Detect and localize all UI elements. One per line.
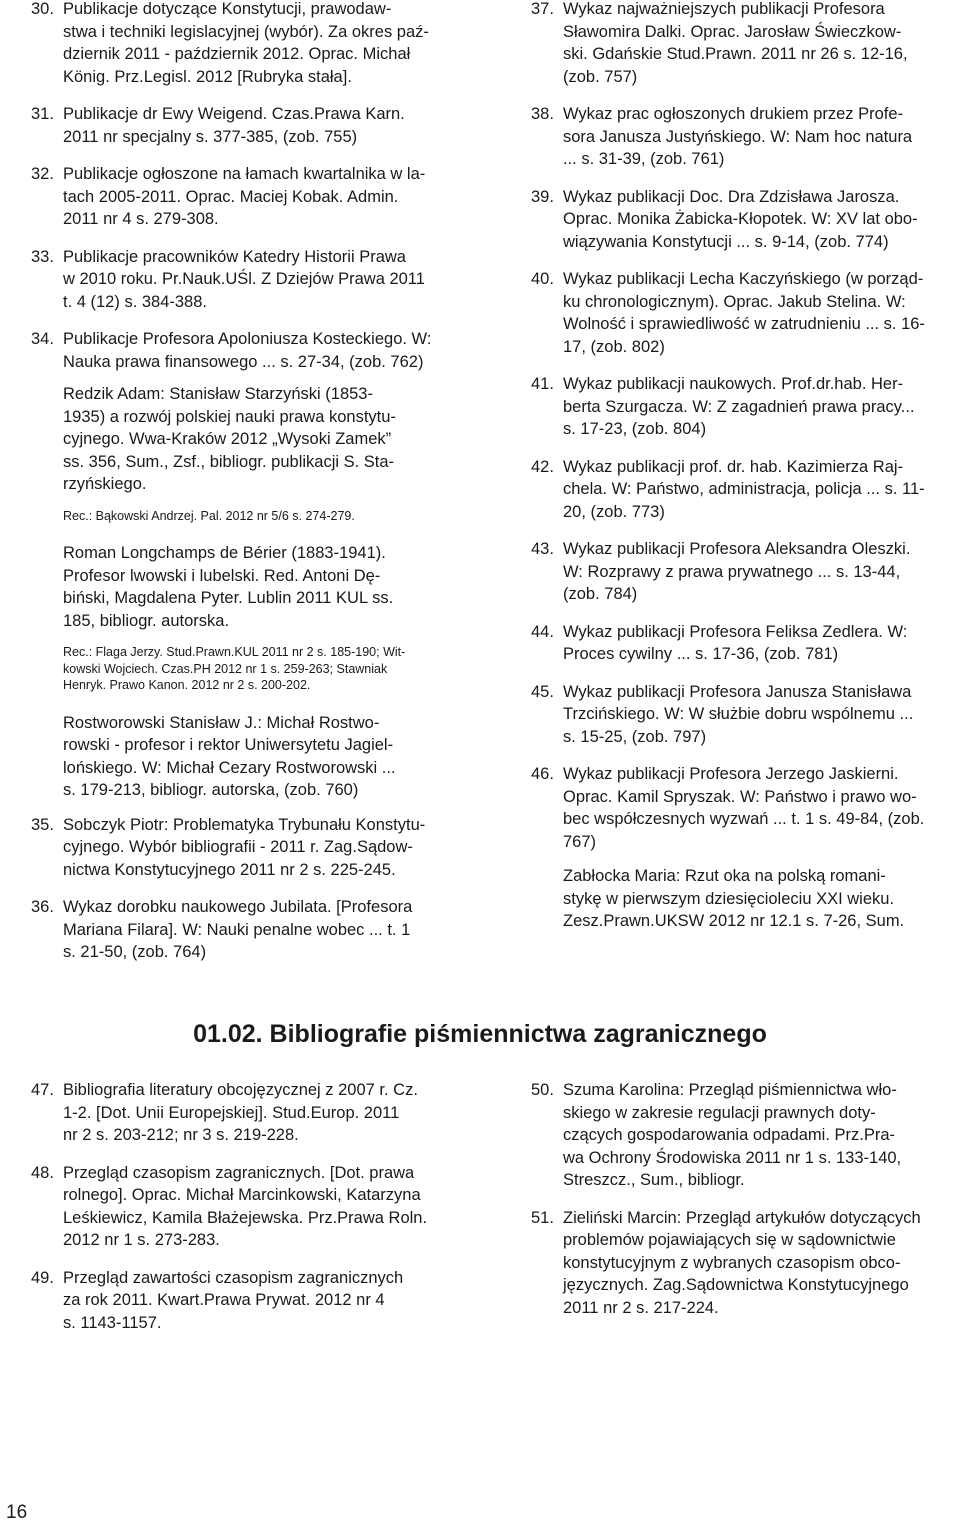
entry-text xyxy=(563,1207,959,1320)
entry-number: 51. xyxy=(531,1208,554,1227)
entry-line: Publikacje pracowników Katedry Historii Prawa xyxy=(63,247,406,266)
sub-entry-roman xyxy=(31,542,471,632)
entry-text xyxy=(563,186,959,254)
entry-text xyxy=(63,814,471,882)
entry-line: wa Ochrony Środowiska 2011 nr 1 s. 133-140, xyxy=(563,1148,902,1167)
entry-number: 40. xyxy=(531,270,554,288)
right-column-bottom xyxy=(531,1079,959,1334)
entry-line: problemów pojawiających się w sądownictwie xyxy=(563,1231,896,1249)
bibliography-entry-41 xyxy=(531,373,959,441)
entry-text xyxy=(563,763,959,853)
review-line: Henryk. Prawo Kanon. 2012 nr 2 s. 200-202. xyxy=(63,678,311,692)
entry-number: 38. xyxy=(531,105,554,123)
entry-text xyxy=(563,268,959,358)
bibliography-entry-38 xyxy=(531,103,959,171)
entry-line: Rostworowski Stanisław J.: Michał Rostwo- xyxy=(63,713,380,732)
entry-line: za rok 2011. Kwart.Prawa Prywat. 2012 nr 4 xyxy=(63,1291,385,1309)
entry-line: skiego w zakresie regulacji prawnych doty- xyxy=(563,1103,876,1122)
entry-line: Zabłocka Maria: Rzut oka na polską romani- xyxy=(563,867,886,885)
entry-line: czących gospodarowania odpadami. Prz.Pra- xyxy=(563,1126,896,1144)
entry-line: Publikacje dotyczące Konstytucji, prawodaw- xyxy=(63,0,392,18)
bibliography-entry-37 xyxy=(531,0,959,88)
entry-line: Wykaz publikacji prof. dr. hab. Kazimierza Raj- xyxy=(563,457,904,476)
entry-text xyxy=(563,681,959,749)
entry-line: nr 2 s. 203-212; nr 3 s. 219-228. xyxy=(63,1126,299,1144)
bibliography-entry-46 xyxy=(531,763,959,853)
review-line: Rec.: Bąkowski Andrzej. Pal. 2012 nr 5/6 s. 274-279. xyxy=(63,508,355,523)
entry-number: 50. xyxy=(531,1081,554,1099)
entry-number: 48. xyxy=(31,1163,54,1182)
entry-text xyxy=(563,538,959,606)
entry-text xyxy=(63,0,471,88)
entry-text xyxy=(63,103,471,148)
entry-line: stykę w pierwszym dziesięcioleciu XXI wieku. xyxy=(563,889,895,908)
entry-line: sora Janusza Justyńskiego. W: Nam hoc natura xyxy=(563,127,913,146)
entry-line: Bibliografia literatury obcojęzycznej z 2007 r. Cz. xyxy=(63,1081,418,1099)
entry-line: 1-2. [Dot. Unii Europejskiej]. Stud.Europ. 2011 xyxy=(63,1103,400,1122)
entry-line: t. 4 (12) s. 384-388. xyxy=(63,292,207,311)
entry-line: 767) xyxy=(563,832,597,851)
entry-number: 31. xyxy=(31,105,54,123)
entry-line: języcznych. Zag.Sądownictwa Konstytucyjnego xyxy=(563,1276,909,1294)
entry-line: (zob. 784) xyxy=(563,585,638,603)
entry-line: wiązywania Konstytucji ... s. 9-14, (zob. 774) xyxy=(563,232,889,251)
entry-line: Publikacje Profesora Apoloniusza Kosteckiego. W: xyxy=(63,330,432,348)
bibliography-entry-30 xyxy=(31,0,471,88)
entry-line: 17, (zob. 802) xyxy=(563,337,665,356)
entry-line: Publikacje dr Ewy Weigend. Czas.Prawa Karn. xyxy=(63,105,405,123)
entry-line: lońskiego. W: Michał Cezary Rostworowski ... xyxy=(63,758,396,777)
entry-number: 33. xyxy=(31,247,54,266)
bibliography-entry-45 xyxy=(531,681,959,749)
entry-line: Sławomira Dalki. Oprac. Jarosław Świeczkow- xyxy=(563,22,902,41)
entry-line: Wykaz prac ogłoszonych drukiem przez Profe- xyxy=(563,105,904,123)
entry-text xyxy=(63,328,471,373)
entry-line: Nauka prawa finansowego ... s. 27-34, (zob. 762) xyxy=(63,352,424,371)
entry-line: (zob. 757) xyxy=(563,67,638,86)
entry-line: W: Rozprawy z prawa prywatnego ... s. 13-44, xyxy=(563,562,901,581)
entry-line: 2011 nr 2 s. 217-224. xyxy=(563,1298,719,1317)
entry-text xyxy=(63,896,471,964)
entry-line: 1935) a rozwój polskiej nauki prawa konstytu- xyxy=(63,407,396,426)
bibliography-entry-49 xyxy=(31,1267,471,1335)
entry-line: Wykaz dorobku naukowego Jubilata. [Profesora xyxy=(63,898,413,916)
entry-line: 2012 nr 1 s. 273-283. xyxy=(63,1231,220,1249)
entry-line: Redzik Adam: Stanisław Starzyński (1853- xyxy=(63,385,373,403)
entry-number: 43. xyxy=(531,540,554,558)
entry-number: 39. xyxy=(531,187,554,206)
review-line: kowski Wojciech. Czas.PH 2012 nr 1 s. 259-263; Stawniak xyxy=(63,661,388,676)
entry-line: ss. 356, Sum., Zsf., bibliogr. publikacji S. Sta- xyxy=(63,452,395,471)
entry-line: Wykaz publikacji Lecha Kaczyńskiego (w porząd- xyxy=(563,270,924,288)
entry-line: Wykaz publikacji naukowych. Prof.dr.hab. Her- xyxy=(563,375,904,393)
bibliography-entry-32 xyxy=(31,163,471,231)
bibliography-entry-31 xyxy=(31,103,471,148)
bibliography-entry-33 xyxy=(31,246,471,314)
entry-number: 45. xyxy=(531,682,554,701)
entry-line: ski. Gdańskie Stud.Prawn. 2011 nr 26 s. 12-16, xyxy=(563,45,908,63)
bibliography-entry-42 xyxy=(531,456,959,524)
bibliography-entry-39 xyxy=(531,186,959,254)
entry-line: Wykaz publikacji Profesora Aleksandra Oleszki. xyxy=(563,540,911,558)
entry-line: nictwa Konstytucyjnego 2011 nr 2 s. 225-245. xyxy=(63,860,396,879)
entry-line: biński, Magdalena Pyter. Lublin 2011 KUL ss. xyxy=(63,589,394,607)
entry-line: Profesor lwowski i lubelski. Red. Antoni Dę- xyxy=(63,566,381,585)
entry-line: Zesz.Prawn.UKSW 2012 nr 12.1 s. 7-26, Sum. xyxy=(563,912,905,930)
entry-line: s. 15-25, (zob. 797) xyxy=(563,727,707,746)
bibliography-entry-47 xyxy=(31,1079,471,1147)
entry-line: Wykaz publikacji Doc. Dra Zdzisława Jarosza. xyxy=(563,187,900,206)
entry-line: Sobczyk Piotr: Problematyka Trybunału Konstytu- xyxy=(63,815,426,834)
entry-text xyxy=(563,621,959,666)
entry-line: tach 2005-2011. Oprac. Maciej Kobak. Admin. xyxy=(63,187,399,206)
entry-number: 32. xyxy=(31,165,54,183)
entry-line: 2011 nr specjalny s. 377-385, (zob. 755) xyxy=(63,127,358,146)
section-heading: 01.02. Bibliografie piśmiennictwa zagranicznego xyxy=(193,1020,767,1048)
bibliography-entry-40 xyxy=(531,268,959,358)
left-column-top xyxy=(31,0,471,979)
entry-number: 46. xyxy=(531,765,554,783)
entry-line: konstytucyjnym z wybranych czasopism obco- xyxy=(563,1253,901,1272)
entry-number: 44. xyxy=(531,622,554,641)
entry-line: Roman Longchamps de Bérier (1883-1941). xyxy=(63,544,386,562)
bibliography-entry-48 xyxy=(31,1162,471,1252)
entry-text xyxy=(63,1267,471,1335)
entry-text xyxy=(563,373,959,441)
entry-number: 49. xyxy=(31,1268,54,1287)
entry-line: rzyńskiego. xyxy=(63,475,147,493)
entry-line: s. 1143-1157. xyxy=(63,1313,162,1332)
entry-line: stwa i techniki legislacyjnej (wybór). Za okres paź- xyxy=(63,22,429,41)
entry-number: 37. xyxy=(531,0,554,18)
entry-text xyxy=(563,1079,959,1192)
entry-line: Oprac. Monika Żabicka-Kłopotek. W: XV lat obo- xyxy=(563,210,918,228)
entry-line: Wykaz publikacji Profesora Feliksa Zedlera. W: xyxy=(563,622,908,641)
entry-line: Wykaz najważniejszych publikacji Profesora xyxy=(563,0,885,18)
entry-line: ... s. 31-39, (zob. 761) xyxy=(563,150,725,168)
entry-line: w 2010 roku. Pr.Nauk.UŚl. Z Dziejów Prawa 2011 xyxy=(63,270,425,288)
entry-number: 34. xyxy=(31,330,54,348)
entry-line: chela. W: Państwo, administracja, policja ... s. 11- xyxy=(563,480,925,498)
entry-text xyxy=(63,246,471,314)
entry-line: s. 17-23, (zob. 804) xyxy=(563,420,707,438)
review-note xyxy=(31,508,471,525)
entry-text xyxy=(563,103,959,171)
entry-line: rowski - profesor i rektor Uniwersytetu Jagiel- xyxy=(63,736,394,754)
entry-line: ku chronologicznym). Oprac. Jakub Stelina. W: xyxy=(563,292,906,311)
entry-line: Proces cywilny ... s. 17-36, (zob. 781) xyxy=(563,645,839,663)
right-column-top xyxy=(531,0,959,945)
entry-line: Streszcz., Sum., bibliogr. xyxy=(563,1171,745,1189)
bibliography-entry-35 xyxy=(31,814,471,882)
entry-number: 47. xyxy=(31,1081,54,1099)
entry-line: 20, (zob. 773) xyxy=(563,502,665,521)
entry-number: 42. xyxy=(531,457,554,476)
entry-line: bec współczesnych wyzwań ... t. 1 s. 49-84, (zob. xyxy=(563,810,925,828)
sub-entry-zablocka xyxy=(531,865,959,933)
entry-text xyxy=(63,1079,471,1147)
bibliography-entry-34 xyxy=(31,328,471,373)
entry-text xyxy=(563,0,959,88)
entry-text xyxy=(63,163,471,231)
entry-line: berta Szurgacza. W: Z zagadnień prawa pracy... xyxy=(563,397,915,416)
entry-line: rolnego]. Oprac. Michał Marcinkowski, Katarzyna xyxy=(63,1186,421,1204)
bibliography-entry-36 xyxy=(31,896,471,964)
entry-line: Wykaz publikacji Profesora Janusza Stanisława xyxy=(563,682,912,701)
left-column-bottom xyxy=(31,1079,471,1349)
entry-line: s. 179-213, bibliogr. autorska, (zob. 760) xyxy=(63,781,359,799)
entry-number: 36. xyxy=(31,898,54,916)
bibliography-entry-44 xyxy=(531,621,959,666)
bibliography-entry-50 xyxy=(531,1079,959,1192)
entry-line: Publikacje ogłoszone na łamach kwartalnika w la- xyxy=(63,165,426,183)
entry-text xyxy=(563,456,959,524)
bibliography-entry-51 xyxy=(531,1207,959,1320)
entry-line: Trzcińskiego. W: W służbie dobru wspólnemu ... xyxy=(563,705,914,723)
entry-line: Oprac. Kamil Spryszak. W: Państwo i prawo wo- xyxy=(563,787,917,806)
sub-entry-redzik xyxy=(31,383,471,496)
bibliography-entry-43 xyxy=(531,538,959,606)
entry-line: Wolność i sprawiedliwość w zatrudnieniu ... s. 16- xyxy=(563,315,925,333)
entry-number: 30. xyxy=(31,0,54,18)
entry-line: dziernik 2011 - październik 2012. Oprac. Michał xyxy=(63,45,411,63)
entry-line: Szuma Karolina: Przegląd piśmiennictwa wło- xyxy=(563,1081,897,1099)
review-note xyxy=(31,644,471,694)
entry-line: Zieliński Marcin: Przegląd artykułów dotyczących xyxy=(563,1208,921,1227)
entry-line: s. 21-50, (zob. 764) xyxy=(63,943,207,961)
entry-line: cyjnego. Wybór bibliografii - 2011 r. Zag.Sądow- xyxy=(63,838,413,856)
entry-text xyxy=(63,1162,471,1252)
entry-line: Leśkiewicz, Kamila Błażejewska. Prz.Prawa Roln. xyxy=(63,1208,428,1227)
entry-line: cyjnego. Wwa-Kraków 2012 „Wysoki Zamek” xyxy=(63,430,392,448)
page-number: 16 xyxy=(6,1502,28,1523)
entry-line: Mariana Filara]. W: Nauki penalne wobec ... t. 1 xyxy=(63,920,411,939)
entry-number: 41. xyxy=(531,375,554,393)
entry-line: 2011 nr 4 s. 279-308. xyxy=(63,210,219,228)
entry-number: 35. xyxy=(31,815,54,834)
entry-line: Wykaz publikacji Profesora Jerzego Jaskierni. xyxy=(563,765,899,783)
entry-line: 185, bibliogr. autorska. xyxy=(63,611,230,630)
entry-line: Przegląd zawartości czasopism zagranicznych xyxy=(63,1268,404,1287)
entry-line: König. Prz.Legisl. 2012 [Rubryka stała]. xyxy=(63,67,352,86)
sub-entry-rostworowski xyxy=(31,712,471,802)
review-line: Rec.: Flaga Jerzy. Stud.Prawn.KUL 2011 nr 2 s. 185-190; Wit- xyxy=(63,645,406,659)
entry-line: Przegląd czasopism zagranicznych. [Dot. prawa xyxy=(63,1163,415,1182)
